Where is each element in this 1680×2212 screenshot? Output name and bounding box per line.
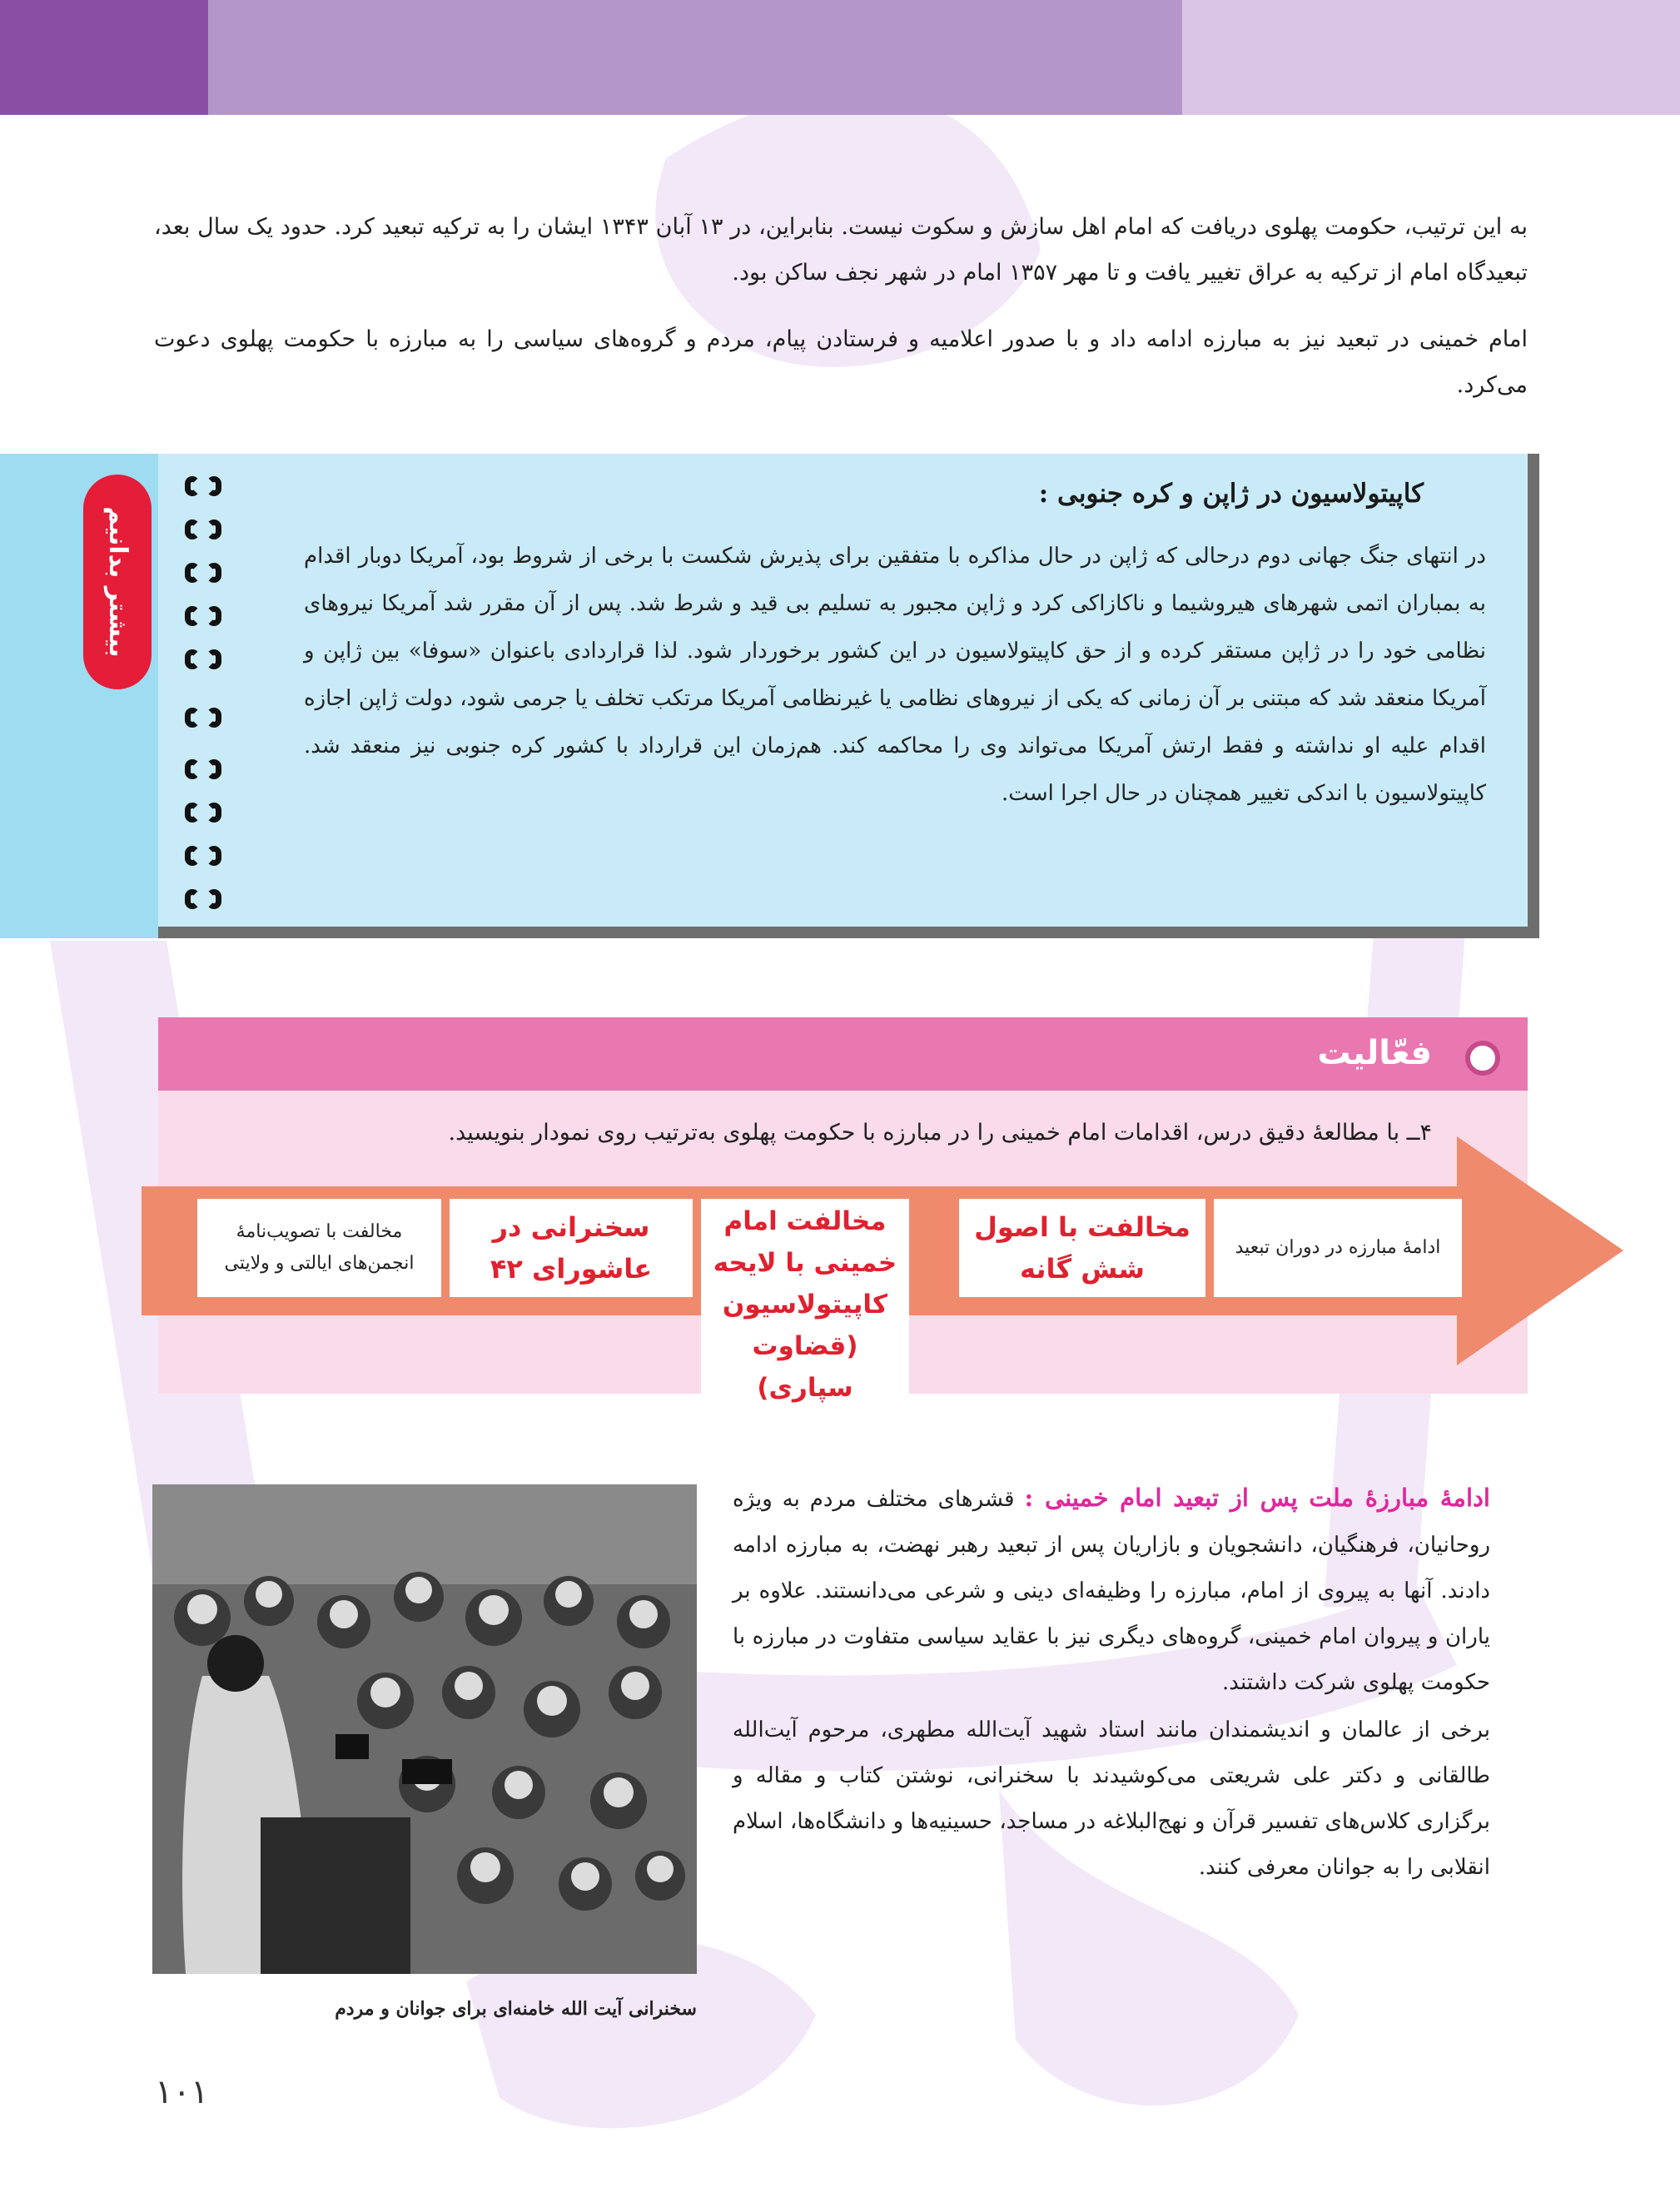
activity-question: ۴ــ با مطالعهٔ دقیق درس، اقدامات امام خمینی را در مبارزه با حکومت پهلوی به‌ترتیب روی نمودار بنویسید. bbox=[448, 1120, 1432, 1146]
binding-ring bbox=[185, 803, 221, 823]
photo-illustration bbox=[152, 1484, 697, 1974]
binding-ring bbox=[185, 889, 221, 909]
binding-ring bbox=[185, 606, 221, 626]
know-more-tab-label: بیشتر بدانیم bbox=[103, 506, 132, 658]
know-more-text: در انتهای جنگ جهانی دوم درحالی که ژاپن در حال مذاکره با متفقین برای پذیرش شکست با برخی از شروط بود، آمریکا دوبار اقدام به بمباران اتمی شهرهای هیروشیما و ناکازاکی کرد و ژاپن مجبور به تسلیم بی قید و شرط شد. پس از آن مقرر شد آمریکا نیروهای نظامی خود را در ژاپن مستقر کرده و از حق کاپیتولاسیون در این کشور برخوردار شود. لذا قراردادی باعنوان «سوفا» بین ژاپن و آمریکا منعقد شد که مبتنی بر آن زمانی که یکی از نیروهای نظامی یا غیرنظامی آمریکا مرتکب تخلف یا جرمی شود، دولت ژاپن اجازه اقدام علیه او نداشته و فقط ارتش آمریکا می‌تواند وی را محاکمه کند. هم‌زمان این قرارداد با کشور کره جنوبی نیز منعقد شد. کاپیتولاسیون با اندکی تغییر همچنان در حال اجرا است. bbox=[304, 544, 1486, 806]
lower-heading: ادامهٔ مبارزهٔ ملت پس از تبعید امام خمینی : bbox=[1024, 1484, 1490, 1512]
banner-light-segment bbox=[208, 0, 1182, 115]
banner-pale-segment bbox=[1182, 0, 1680, 115]
know-more-title: کاپیتولاسیون در ژاپن و کره جنوبی : bbox=[1038, 479, 1424, 509]
page-number: ۱۰۱ bbox=[155, 2073, 209, 2111]
intro-paragraph-1: به این ترتیب، حکومت پهلوی دریافت که امام اهل سازش و سکوت نیست. بنابراین، در ۱۳ آبان ۱۳۴۳ ایشان را به ترکیه تبعید کرد. حدود یک سال بعد، تبعیدگاه امام از ترکیه به عراق تغییر یافت و تا مهر ۱۳۵۷ امام در شهر نجف ساکن بود. bbox=[154, 214, 1528, 286]
lower-paragraph-1-text: قشرهای مختلف مردم به ویژه روحانیان، فرهنگیان، دانشجویان و بازاریان پس از تبعید رهبر نهضت، به مبارزه ادامه دادند. آنها به پیروی از امام، مبارزه را وظیفه‌ای دینی و شرعی می‌دانستند. علاوه بر یاران و پیروان امام خمینی، گروه‌های دیگری نیز با عقاید سیاسی متفاوت در مبارزه با حکومت پهلوی شرکت داشتند. bbox=[733, 1487, 1490, 1695]
lower-paragraph-1 bbox=[733, 1475, 1490, 1706]
lower-text-block bbox=[733, 1475, 1490, 1891]
binding-ring bbox=[185, 563, 221, 583]
binding-ring bbox=[185, 649, 221, 669]
binding-ring bbox=[185, 846, 221, 866]
binding-ring bbox=[185, 476, 221, 496]
timeline-step-2[interactable]: مخالفت با اصول شش گانه bbox=[959, 1199, 1205, 1297]
know-more-tab bbox=[83, 475, 152, 689]
binding-ring bbox=[185, 759, 221, 779]
timeline-step-1[interactable]: ادامهٔ مبارزه در دوران تبعید bbox=[1214, 1199, 1462, 1297]
activity-circle-icon bbox=[1465, 1041, 1500, 1076]
banner-dark-segment bbox=[0, 0, 208, 115]
intro-paragraph-2: امام خمینی در تبعید نیز به مبارزه ادامه داد و با صدور اعلامیه و فرستادن پیام، مردم و گروه‌های سیاسی را به مبارزه با حکومت پهلوی دعوت می‌کرد. bbox=[154, 326, 1528, 398]
timeline-step-4[interactable]: سخنرانی در عاشورای ۴۲ bbox=[450, 1199, 693, 1297]
timeline-step-5[interactable]: مخالفت با تصویب‌نامهٔ انجمن‌های ایالتی و ولایتی bbox=[197, 1199, 441, 1297]
binding-ring bbox=[185, 708, 221, 728]
activity-title: فعّالیت bbox=[1317, 1034, 1432, 1072]
binding-ring bbox=[185, 519, 221, 539]
top-banner bbox=[0, 0, 1680, 115]
timeline-step-3[interactable]: مخالفت امام خمینی با لایحه کاپیتولاسیون (قضاوت سپاری) bbox=[701, 1199, 909, 1395]
lower-paragraph-2: برخی از عالمان و اندیشمندان مانند استاد شهید آیت‌الله مطهری، مرحوم آیت‌الله طالقانی و دکتر علی شریعتی می‌کوشیدند با سخنرانی، نوشتن کتاب و مقاله و برگزاری کلاس‌های تفسیر قرآن و نهج‌البلاغه در مساجد، حسینیه‌ها و دانشگاه‌ها، اسلام انقلابی را به جوانان معرفی کنند. bbox=[733, 1717, 1490, 1880]
photo-caption: سخنرانی آیت الله خامنه‌ای برای جوانان و مردم bbox=[335, 1998, 697, 2020]
speech-photo bbox=[152, 1484, 697, 1974]
